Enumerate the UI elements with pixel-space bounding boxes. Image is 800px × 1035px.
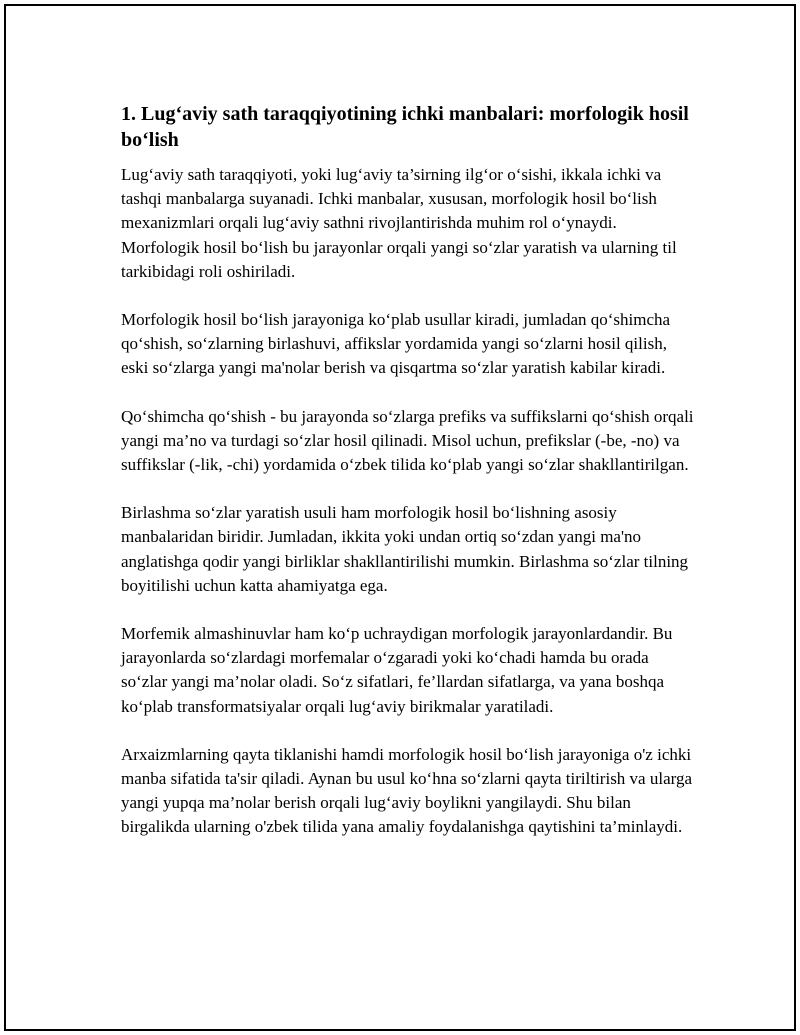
paragraph-2: Morfologik hosil bo‘lish jarayoniga ko‘plab usullar kiradi, jumladan qo‘shimcha qo‘shish, so‘zlarning birlashuvi, affikslar yordamida yangi so‘zlarni hosil qilish, eski so‘zlarga yangi ma'nolar berish va qisqartma so‘zlar yaratish kabilar kiradi.	[121, 310, 671, 378]
page-frame	[4, 4, 796, 1031]
paragraph-1: Lug‘aviy sath taraqqiyoti, yoki lug‘aviy ta’sirning ilg‘or o‘sishi, ikkala ichki va tashqi manbalarga suyanadi. Ichki manbalar, xususan, morfologik hosil bo‘lish mexanizmlari orqali lug‘aviy sathni rivojlantirishda muhim rol o‘ynaydi. Morfologik hosil bo‘lish bu jarayonlar orqali yangi so‘zlar yaratish va ularning til tarkibidagi roli oshiriladi.	[121, 165, 677, 281]
paragraph-5: Morfemik almashinuvlar ham ko‘p uchraydigan morfologik jarayonlardandir. Bu jarayonlarda so‘zlardagi morfemalar o‘zgaradi yoki ko‘chadi hamda bu orada so‘zlar yangi ma’nolar oladi. So‘z sifatlari, fe’llardan sifatlarga, va yana boshqa ko‘plab transformatsiyalar orqali lug‘aviy birikmalar yaratiladi.	[121, 624, 673, 716]
document-body	[121, 101, 696, 864]
paragraph-4: Birlashma so‘zlar yaratish usuli ham morfologik hosil bo‘lishning asosiy manbalaridan biridir. Jumladan, ikkita yoki undan ortiq so‘zdan yangi ma'no anglatishga qodir yangi birliklar shakllantirilishi mumkin. Birlashma so‘zlar tilning boyitilishi uchun katta ahamiyatga ega.	[121, 503, 689, 595]
paragraph-6: Arxaizmlarning qayta tiklanishi hamdi morfologik hosil bo‘lish jarayoniga o'z ichki manba sifatida ta'sir qiladi. Aynan bu usul ko‘hna so‘zlarni qayta tiriltirish va ularga yangi yupqa ma’nolar berish orqali lug‘aviy boylikni yangilaydi. Shu bilan birgalikda ularning o'zbek tilida yana amaliy foydalanishga qaytishini ta’minlaydi.	[121, 744, 693, 837]
paragraph-3: Qo‘shimcha qo‘shish - bu jarayonda so‘zlarga prefiks va suffikslarni qo‘shish orqali yangi ma’no va turdagi so‘zlar hosil qilinadi. Misol uchun, prefikslar (-be, -no) va suffikslar (-lik, -chi) yordamida o‘zbek tilida ko‘plab yangi so‘zlar shakllantirilgan.	[121, 406, 694, 475]
section-heading: 1. Lug‘aviy sath taraqqiyotining ichki manbalari: morfologik hosil bo‘lish	[121, 103, 689, 151]
